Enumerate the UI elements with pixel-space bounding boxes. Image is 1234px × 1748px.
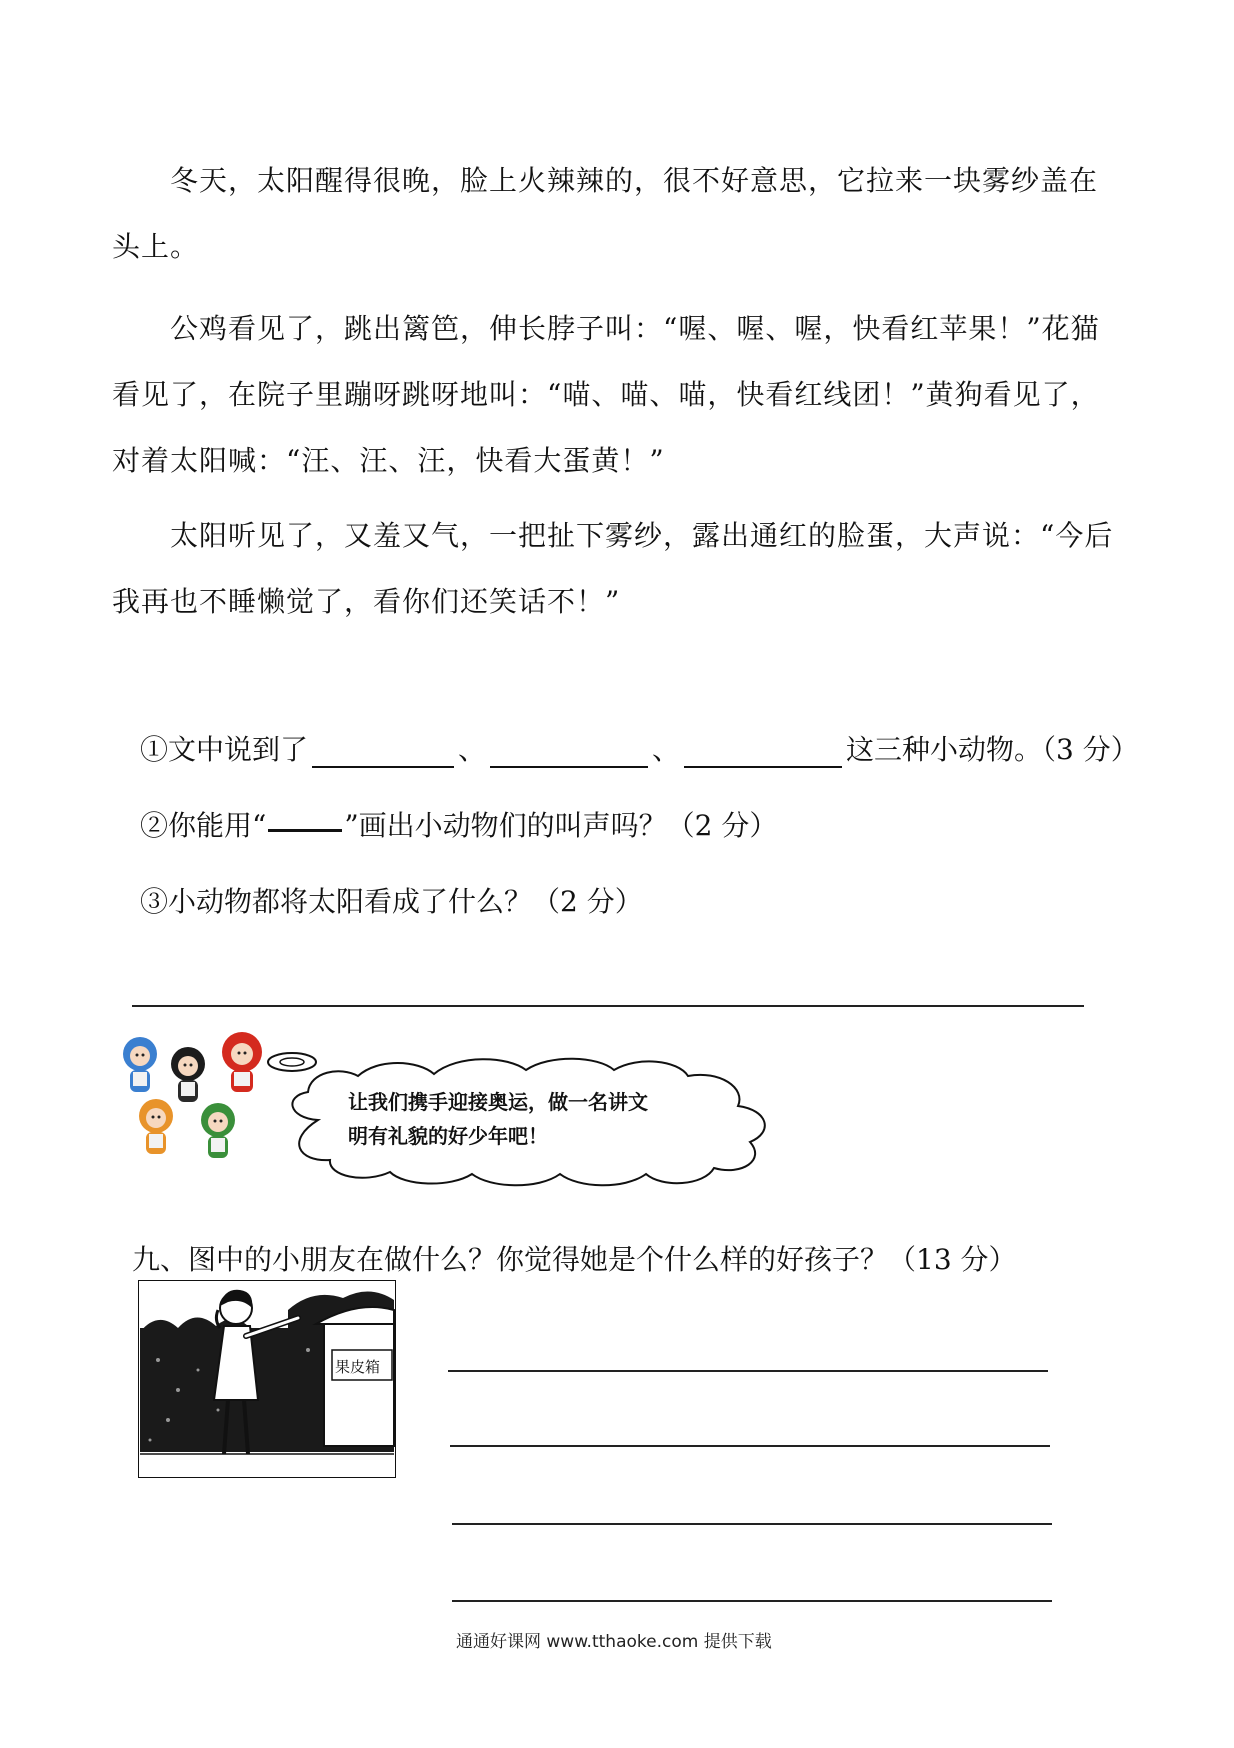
- banner-line-2: 明有礼貌的好少年吧！: [348, 1124, 548, 1148]
- question-1: [140, 728, 1139, 768]
- underline-symbol: [268, 815, 342, 832]
- story-paragraph-3: 太阳听见了，又羞又气，一把扯下雾纱，露出通红的脸蛋，大声说：“今后我再也不睡懒觉了，看你们还笑话不！”: [112, 519, 1114, 618]
- answer-blank-1[interactable]: [312, 736, 454, 768]
- answer-line-2[interactable]: [450, 1445, 1050, 1447]
- answer-blank-2[interactable]: [490, 736, 648, 768]
- banner-line-1: 让我们携手迎接奥运，做一名讲文: [348, 1090, 648, 1114]
- question-2-suffix: ”画出小动物们的叫声吗？（2 分）: [344, 809, 778, 842]
- footer-credit: 通通好课网 www.tthaoke.com 提供下载: [456, 1632, 772, 1652]
- story-paragraph-2: 公鸡看见了，跳出篱笆，伸长脖子叫：“喔、喔、喔，快看红苹果！”花猫看见了，在院子里蹦呀跳呀地叫：“喵、喵、喵，快看红线团！”黄狗看见了，对着太阳喊：“汪、汪、汪，快看大蛋黄！”: [112, 312, 1100, 477]
- question-1-separator: 、: [458, 733, 487, 766]
- question-3: [140, 880, 643, 920]
- answer-line-3[interactable]: [452, 1523, 1052, 1525]
- section-9-title: 九、图中的小朋友在做什么？你觉得她是个什么样的好孩子？（13 分）: [132, 1243, 1017, 1276]
- question-1-prefix: ①文中说到了: [140, 733, 309, 766]
- question-2-prefix: ②你能用“: [140, 809, 267, 842]
- question-3-text: ③小动物都将太阳看成了什么？（2 分）: [140, 885, 643, 918]
- story-paragraph-1: 冬天，太阳醒得很晚，脸上火辣辣的，很不好意思，它拉来一块雾纱盖在头上。: [112, 164, 1099, 263]
- question-1-separator: 、: [652, 733, 681, 766]
- answer-line-1[interactable]: [448, 1370, 1048, 1372]
- mascot-green: [201, 1103, 235, 1158]
- mascot-yellow: [139, 1099, 173, 1154]
- bin-sign-text: 果皮箱: [335, 1358, 381, 1376]
- answer-blank-3[interactable]: [684, 736, 842, 768]
- banner-text: [348, 1085, 698, 1153]
- question-2: [140, 804, 777, 844]
- girl-trash-picture: [138, 1280, 396, 1478]
- mascot-blue: [123, 1037, 157, 1092]
- question-1-suffix: 这三种小动物。（3 分）: [846, 733, 1139, 766]
- mascot-black: [171, 1047, 205, 1102]
- answer-line-4[interactable]: [452, 1600, 1052, 1602]
- answer-line-q3[interactable]: [132, 1005, 1084, 1007]
- mascot-red: [222, 1032, 262, 1092]
